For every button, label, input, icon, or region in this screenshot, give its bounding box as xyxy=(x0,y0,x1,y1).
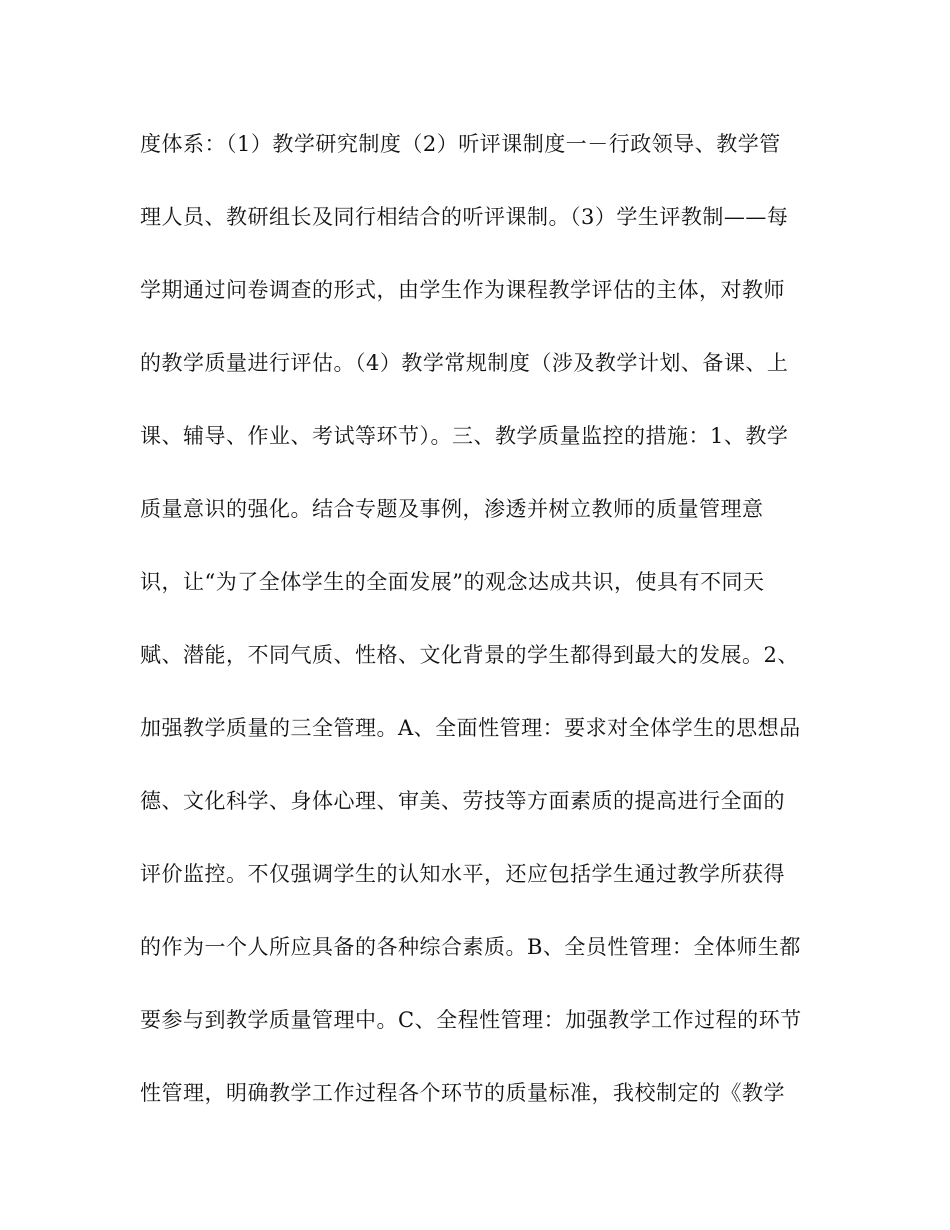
text-line: 评价监控。不仅强调学生的认知水平，还应包括学生通过教学所获得 xyxy=(140,862,785,886)
text-line: 的作为一个人所应具备的各种综合素质。B、全员性管理：全体师生都 xyxy=(140,935,801,959)
text-line: 的教学质量进行评估。（4）教学常规制度（涉及教学计划、备课、上 xyxy=(140,351,789,375)
text-line: 课、辅导、作业、考试等环节）。三、教学质量监控的措施：1、教学 xyxy=(140,424,789,448)
text-line: 德、文化科学、身体心理、审美、劳技等方面素质的提高进行全面的 xyxy=(140,789,785,813)
text-line: 性管理，明确教学工作过程各个环节的质量标准，我校制定的《教学 xyxy=(140,1081,785,1105)
text-line: 要参与到教学质量管理中。C、全程性管理：加强教学工作过程的环节 xyxy=(140,1008,802,1032)
body-text xyxy=(140,124,810,1146)
text-line: 识，让“为了全体学生的全面发展”的观念达成共识，使具有不同天 xyxy=(140,570,765,594)
text-line: 质量意识的强化。结合专题及事例，渗透并树立教师的质量管理意 xyxy=(140,497,764,521)
text-line: 度体系：（1）教学研究制度（2）听评课制度一－行政领导、教学管 xyxy=(140,132,781,156)
text-line: 学期通过问卷调查的形式，由学生作为课程教学评估的主体，对教师 xyxy=(140,278,785,302)
text-line: 理人员、教研组长及同行相结合的听评课制。（3）学生评教制——每 xyxy=(140,205,789,229)
text-line: 赋、潜能，不同气质、性格、文化背景的学生都得到最大的发展。2、 xyxy=(140,643,799,667)
text-line: 加强教学质量的三全管理。A、全面性管理：要求对全体学生的思想品 xyxy=(140,716,801,740)
